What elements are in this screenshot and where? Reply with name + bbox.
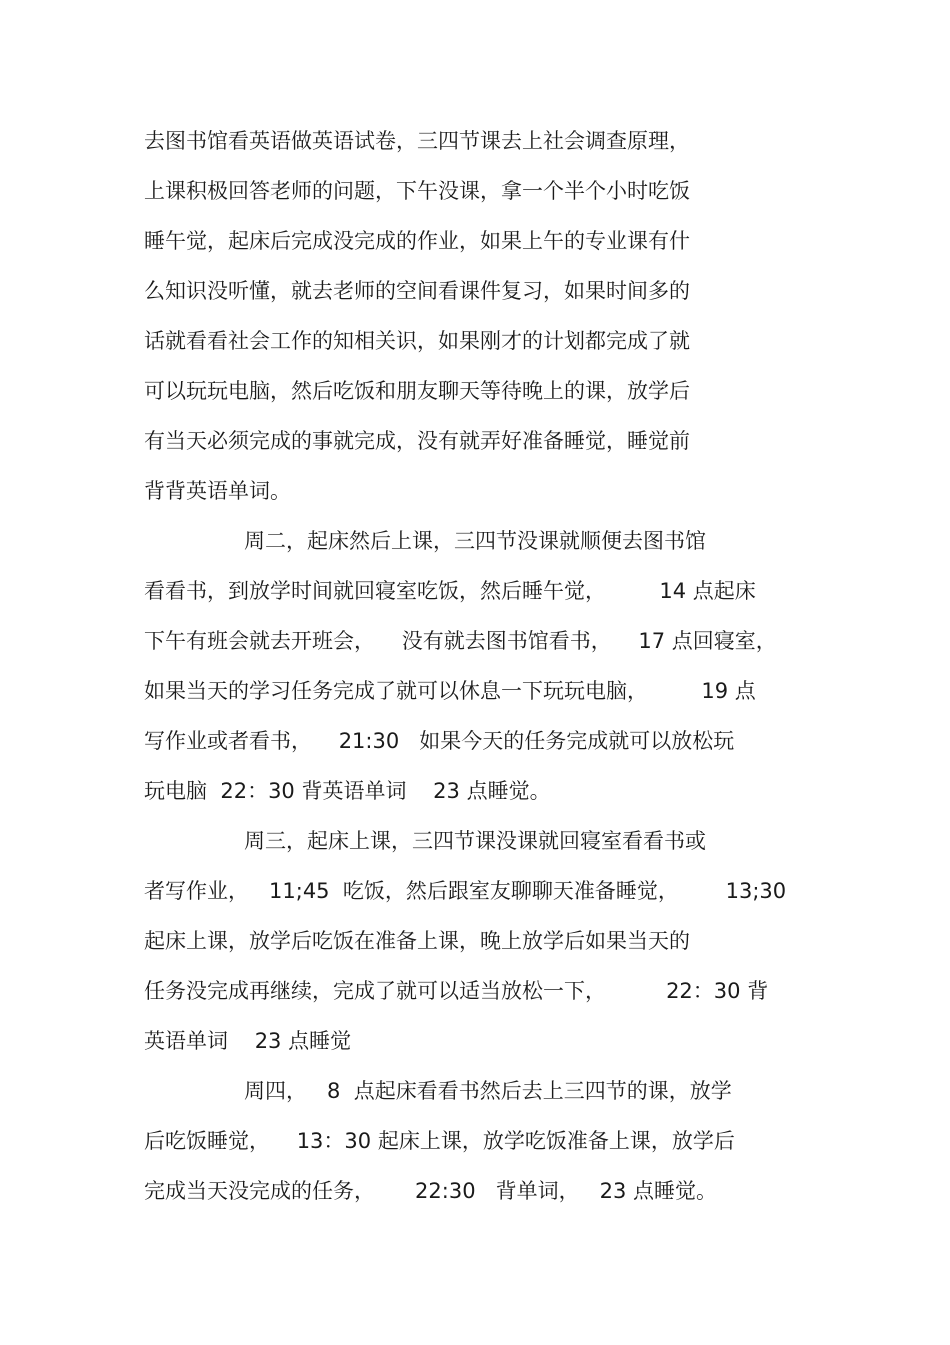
text-line-7: 有当天必须完成的事就完成，没有就弄好准备睡觉，睡觉前 [144, 429, 690, 453]
text-line-18: 任务没完成再继续，完成了就可以适当放松一下， 22：30 背 [144, 979, 769, 1003]
text-line-5: 话就看看社会工作的知相关识，如果刚才的计划都完成了就 [144, 329, 690, 353]
text-line-2: 上课积极回答老师的问题，下午没课，拿一个半个小时吃饭 [144, 179, 690, 203]
text-line-17: 起床上课，放学后吃饭在准备上课，晚上放学后如果当天的 [144, 929, 690, 953]
text-line-14: 玩电脑 22：30 背英语单词 23 点睡觉。 [144, 779, 551, 803]
text-line-19: 英语单词 23 点睡觉 [144, 1029, 352, 1053]
text-line-16: 者写作业， 11;45 吃饭，然后跟室友聊聊天准备睡觉， 13;30 [144, 879, 787, 903]
text-line-6: 可以玩玩电脑，然后吃饭和朋友聊天等待晚上的课，放学后 [144, 379, 690, 403]
paragraph-tuesday-start: 周二，起床然后上课，三四节没课就顺便去图书馆 [244, 529, 706, 553]
text-line-13: 写作业或者看书， 21:30 如果今天的任务完成就可以放松玩 [144, 729, 735, 753]
text-line-10: 看看书，到放学时间就回寝室吃饭，然后睡午觉， 14 点起床 [144, 579, 756, 603]
text-line-22: 完成当天没完成的任务， 22:30 背单词， 23 点睡觉。 [144, 1179, 718, 1203]
text-line-11: 下午有班会就去开班会， 没有就去图书馆看书， 17 点回寝室， [144, 629, 777, 653]
text-line-21: 后吃饭睡觉， 13：30 起床上课，放学吃饭准备上课，放学后 [144, 1129, 735, 1153]
text-line-8: 背背英语单词。 [144, 479, 291, 503]
text-line-4: 么知识没听懂，就去老师的空间看课件复习，如果时间多的 [144, 279, 690, 303]
paragraph-thursday-start: 周四， 8 点起床看看书然后去上三四节的课，放学 [244, 1079, 732, 1103]
paragraph-wednesday-start: 周三，起床上课，三四节课没课就回寝室看看书或 [244, 829, 706, 853]
text-line-3: 睡午觉，起床后完成没完成的作业，如果上午的专业课有什 [144, 229, 690, 253]
text-line-12: 如果当天的学习任务完成了就可以休息一下玩玩电脑， 19 点 [144, 679, 756, 703]
text-line-1: 去图书馆看英语做英语试卷，三四节课去上社会调查原理， [144, 129, 690, 153]
